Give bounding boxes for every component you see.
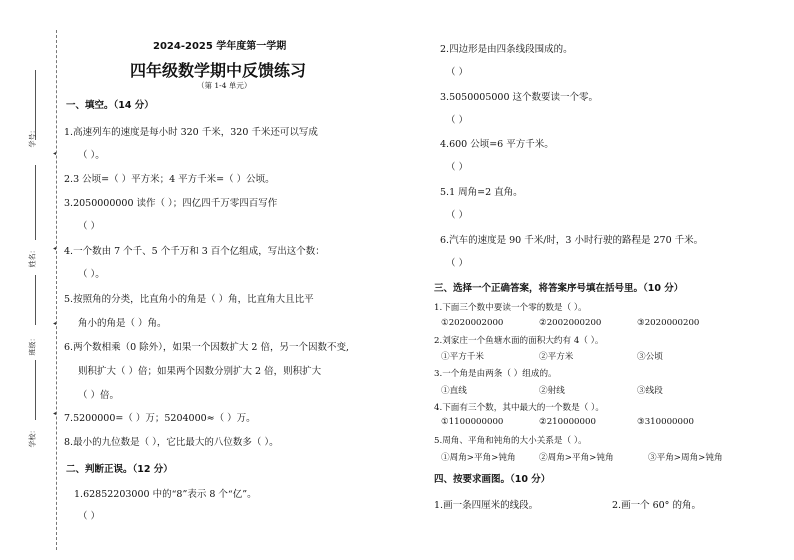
choice-1: 1.下面三个数中要读一个零的数是（ ）。 [434,303,587,313]
question-3: 3.2050000000 读作（ ）；四亿四千万零四百写作 [64,198,278,209]
choice-3-option-b: ②射线 [539,386,565,396]
choice-1-option-b: ②2002000200 [539,318,602,328]
question-6-cont: 则积扩大（ ）倍；如果两个因数分别扩大 2 倍，则积扩大 [78,366,322,377]
question-8: 8.最小的九位数是（ ），它比最大的八位数多（ ）。 [64,437,279,448]
judgement-1: 1.62852203000 中的“8”表示 8 个“亿”。 [74,489,257,500]
question-1: 1.高速列车的速度是每小时 320 千米，320 千米还可以写成 [64,127,318,138]
school-line [35,360,36,420]
choice-3-option-a: ①直线 [441,386,467,396]
judgement-4: 4.600 公顷=6 平方千米。 [440,139,554,150]
binding-dashed-line [56,30,57,550]
unit-subtitle: （第 1-4 单元） [197,81,252,90]
section-4-title: 四、按要求画图。（10 分） [434,474,551,485]
question-6: 6.两个数相乘（0 除外），如果一个因数扩大 2 倍，另一个因数不变, [64,342,349,353]
answer-blank: （ ） [446,115,469,126]
section-1-title: 一、填空。（14 分） [66,100,154,111]
choice-5-option-c: ③平角>周角>钝角 [648,453,723,463]
question-5: 5.按照角的分类，比直角小的角是（ ）角，比直角大且比平 [64,294,314,305]
section-3-title: 三、选择一个正确答案，将答案序号填在括号里。（10 分） [434,283,684,294]
class-line [35,275,36,325]
answer-blank: （ ） [78,511,101,522]
answer-blank: （ ） [446,67,469,78]
year-title: 2024-2025 学年度第一学期 [153,41,287,52]
triangle-marker-icon: ◂ [53,245,57,252]
choice-2: 2.刘家庄一个鱼塘水面的面积大约有 4（ ）。 [434,336,604,346]
choice-2-option-b: ②平方米 [539,352,574,362]
choice-1-option-c: ③2020000200 [637,318,700,328]
choice-4-option-c: ③310000000 [637,417,694,427]
drawing-task-1: 1.画一条四厘米的线段。 [434,500,539,511]
student-id-label: 学号： [28,126,37,148]
triangle-marker-icon: ◂ [53,410,57,417]
answer-blank: （ ） [446,258,469,269]
choice-2-option-c: ③公顷 [637,352,663,362]
judgement-2: 2.四边形是由四条线段围成的。 [440,44,573,55]
choice-5-option-b: ②周角>平角>钝角 [539,453,614,463]
class-label: 班级： [28,334,37,356]
answer-blank: （ ） [446,210,469,221]
drawing-task-2: 2.画一个 60° 的角。 [612,500,701,511]
judgement-5: 5.1 周角=2 直角。 [440,187,523,198]
answer-blank: （ ）。 [78,150,105,161]
choice-5-option-a: ①周角>平角>钝角 [441,453,516,463]
question-2: 2.3 公顷=（ ）平方米；4 平方千米=（ ）公顷。 [64,174,275,185]
choice-2-option-a: ①平方千米 [441,352,484,362]
choice-3: 3.一个角是由两条（ ）组成的。 [434,369,557,379]
question-4: 4.一个数由 7 个千、5 个千万和 3 百个亿组成，写出这个数： [64,246,325,257]
choice-4-option-b: ②210000000 [539,417,596,427]
judgement-6: 6.汽车的速度是 90 千米/时，3 小时行驶的路程是 270 千米。 [440,235,704,246]
name-line [35,165,36,240]
answer-blank: （ ） [78,221,101,232]
answer-blank: （ ）倍。 [78,390,120,401]
name-label: 姓名： [28,246,37,268]
triangle-marker-icon: ◂ [53,320,57,327]
section-2-title: 二、判断正误。（12 分） [66,464,173,475]
choice-1-option-a: ①2020002000 [441,318,504,328]
answer-blank: （ ）。 [78,269,105,280]
choice-3-option-c: ③线段 [637,386,663,396]
question-7: 7.5200000=（ ）万；5204000≈（ ）万。 [64,413,256,424]
page-title: 四年级数学期中反馈练习 [130,61,307,80]
triangle-marker-icon: ◂ [53,150,57,157]
choice-4-option-a: ①1100000000 [441,417,504,427]
answer-blank: （ ） [446,162,469,173]
school-label: 学校： [28,426,37,448]
question-5-cont: 角小的角是（ ）角。 [78,318,167,329]
judgement-3: 3.5050005000 这个数要读一个零。 [440,92,599,103]
choice-5: 5.周角、平角和钝角的大小关系是（ ）。 [434,436,587,446]
choice-4: 4.下面有三个数，其中最大的一个数是（ ）。 [434,403,604,413]
